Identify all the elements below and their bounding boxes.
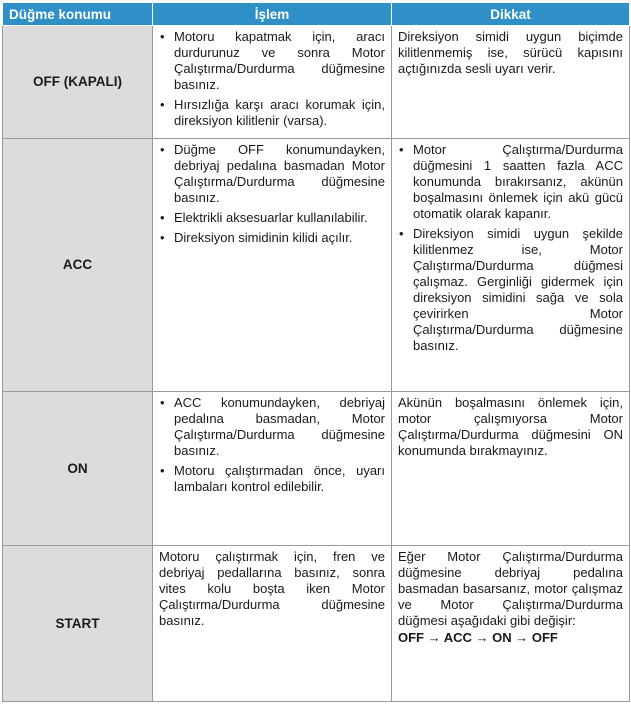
list-item [159, 230, 385, 246]
header-caution: Dikkat [392, 3, 630, 26]
caution-cell: Direksiyon simidi uygun biçimde kilitlenmemiş ise, sürücü kapısını açtığınızda sesli uyarı verir. [392, 26, 630, 139]
list-item-text: Elektrikli aksesuarlar kullanılabilir. [174, 210, 368, 225]
bullet-icon: • [160, 97, 165, 112]
caution-text: Eğer Motor Çalıştırma/Durdurma düğmesine debriyaj pedalına basmadan basarsanız, motor çalışmaz ve Motor Çalıştırma/Durdurma düğmesi aşağıdaki gibi değişir: [398, 549, 623, 628]
table-row-acc [3, 139, 630, 392]
list-item [159, 395, 385, 459]
table [2, 2, 630, 702]
bullet-icon: • [160, 142, 165, 157]
list-item [159, 210, 385, 226]
bullet-icon: • [160, 210, 165, 225]
bullet-icon: • [399, 226, 404, 241]
caution-cell [392, 546, 630, 702]
header-operation: İşlem [153, 3, 392, 26]
operation-cell [153, 392, 392, 546]
list-item [159, 29, 385, 93]
operation-cell [153, 26, 392, 139]
position-label: ACC [3, 139, 153, 392]
list-item [159, 142, 385, 206]
caution-cell [392, 139, 630, 392]
bullet-icon: • [399, 142, 404, 157]
list-item-text: Motoru çalıştırmadan önce, uyarı lambaları kontrol edilebilir. [174, 463, 385, 494]
switch-position-table [2, 2, 629, 702]
list-item-text: Direksiyon simidi uygun şekilde kilitlenmez ise, Motor Çalıştırma/Durdurma düğmesi çalışmaz. Gerginliği gidermek için direksiyon simidini sağa ve sola çevirirken Motor Çalıştırma/Durdurma düğmesine basınız. [413, 226, 623, 353]
list-item-text: Düğme OFF konumundayken, debriyaj pedalına basmadan Motor Çalıştırma/Durdurma düğmesine basınız. [174, 142, 385, 205]
table-row-start [3, 546, 630, 702]
list-item-text: Hırsızlığa karşı aracı korumak için, direksiyon kilitlenir (varsa). [174, 97, 385, 128]
list-item [398, 226, 623, 354]
bullet-icon: • [160, 29, 165, 44]
bullet-icon: • [160, 395, 165, 410]
position-label: OFF (KAPALI) [3, 26, 153, 139]
list-item-text: Motor Çalıştırma/Durdurma düğmesini 1 saatten fazla ACC konumunda bırakırsanız, akünün boşalmasını önlemek için akü gücü otomatik olarak kapanır. [413, 142, 623, 221]
table-row-on [3, 392, 630, 546]
list-item-text: Direksiyon simidinin kilidi açılır. [174, 230, 353, 245]
header-switch-position: Düğme konumu [3, 3, 153, 26]
position-label: ON [3, 392, 153, 546]
operation-cell [153, 139, 392, 392]
bullet-icon: • [160, 463, 165, 478]
position-label: START [3, 546, 153, 702]
list-item [159, 97, 385, 129]
switch-sequence: OFF → ACC → ON → OFF [398, 630, 558, 645]
table-row-off [3, 26, 630, 139]
caution-cell: Akünün boşalmasını önlemek için, motor çalışmıyorsa Motor Çalıştırma/Durdurma düğmesini ON konumunda bırakmayınız. [392, 392, 630, 546]
list-item-text: Motoru kapatmak için, aracı durdurunuz ve sonra Motor Çalıştırma/Durdurma düğmesine basınız. [174, 29, 385, 92]
bullet-icon: • [160, 230, 165, 245]
list-item [159, 463, 385, 495]
table-header-row [3, 3, 630, 26]
list-item [398, 142, 623, 222]
operation-cell: Motoru çalıştırmak için, fren ve debriyaj pedallarına basınız, sonra vites kolu boşta iken Motor Çalıştırma/Durdurma düğmesine basınız. [153, 546, 392, 702]
list-item-text: ACC konumundayken, debriyaj pedalına basmadan, Motor Çalıştırma/Durdurma düğmesine basınız. [174, 395, 385, 458]
